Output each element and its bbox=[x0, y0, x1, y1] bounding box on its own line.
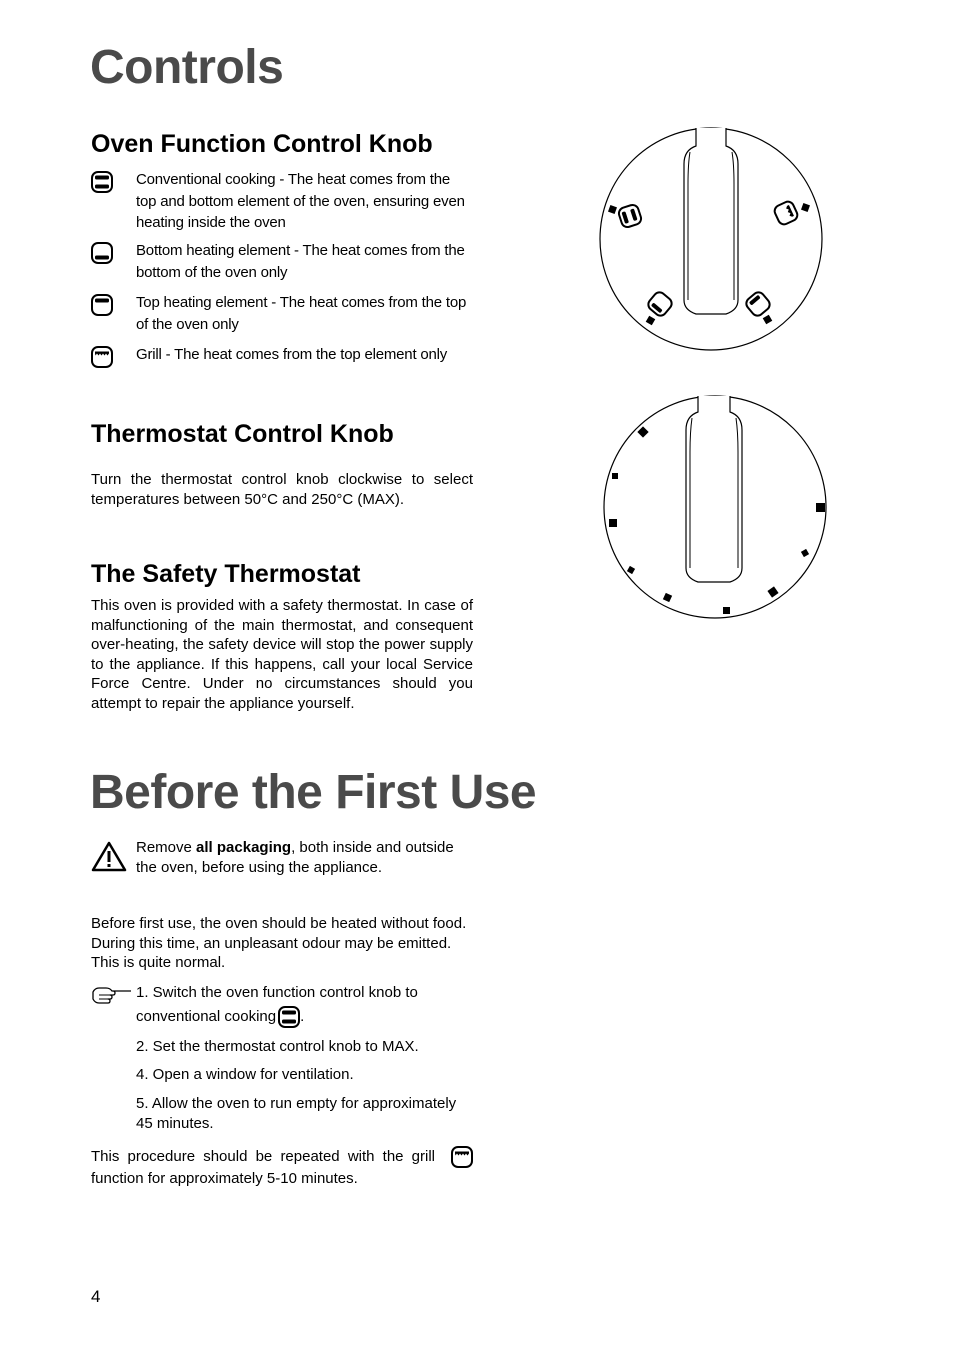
step-1 bbox=[136, 981, 474, 1029]
grill-icon bbox=[451, 1146, 473, 1168]
function-item-text: Grill - The heat comes from the top element only bbox=[136, 346, 448, 363]
function-item-text: Conventional cooking - The heat comes from the top and bottom element of the oven, ensuring even heating inside the oven bbox=[136, 171, 465, 231]
thermostat-knob-diagram bbox=[600, 392, 832, 624]
grill-icon bbox=[91, 346, 113, 368]
warning-text bbox=[136, 838, 474, 877]
step-5: 5. Allow the oven to run empty for approximately 45 minutes. bbox=[136, 1095, 457, 1132]
temperature-marker bbox=[816, 503, 825, 512]
controls-title: Controls bbox=[90, 41, 284, 94]
oven-function-knob-diagram bbox=[596, 124, 826, 354]
conventional-cooking-icon bbox=[91, 171, 113, 193]
safety-text: This oven is provided with a safety thermostat. In case of malfunctioning of the main thermostat, and consequent over-heating, the safety device will stop the power supply to the appliance. If this happens, call your local Service Force Centre. Under no circumstances should you attempt to repair the appliance yourself. bbox=[91, 597, 473, 712]
step-1-end: . bbox=[300, 1008, 305, 1025]
first-use-intro: Before first use, the oven should be heated without food. During this time, an unpleasant odour may be emitted. This is quite normal. bbox=[91, 915, 467, 971]
function-item-top bbox=[91, 292, 473, 336]
warning-prefix: Remove bbox=[136, 839, 197, 856]
temperature-marker bbox=[723, 607, 730, 614]
bottom-element-icon bbox=[91, 242, 113, 264]
temperature-marker bbox=[609, 519, 617, 527]
step-1-text: 1. Switch the oven function control knob to conventional cooking bbox=[136, 984, 418, 1025]
function-item-bottom bbox=[91, 240, 473, 284]
step-4: 4. Open a window for ventilation. bbox=[136, 1066, 354, 1083]
conventional-cooking-icon bbox=[278, 1006, 300, 1028]
function-item-text: Top heating element - The heat comes from the top of the oven only bbox=[136, 294, 467, 333]
repeat-note bbox=[91, 1145, 473, 1189]
temperature-marker bbox=[612, 473, 618, 479]
function-item-text: Bottom heating element - The heat comes from the bottom of the oven only bbox=[136, 242, 465, 281]
first-use-title: Before the First Use bbox=[90, 766, 537, 819]
pointing-hand-icon bbox=[90, 984, 134, 1006]
safety-heading: The Safety Thermostat bbox=[91, 560, 361, 588]
repeat-text-a: This procedure should be repeated with the grill bbox=[91, 1148, 436, 1166]
warning-suffix: , both inside and outside the oven, before using the appliance. bbox=[136, 839, 454, 876]
function-item-conventional bbox=[91, 169, 473, 235]
repeat-text-b: function for approximately 5-10 minutes. bbox=[91, 1170, 358, 1187]
oven-function-heading: Oven Function Control Knob bbox=[91, 130, 433, 158]
step-2: 2. Set the thermostat control knob to MAX. bbox=[136, 1038, 419, 1055]
warning-bold: all packaging bbox=[196, 839, 292, 856]
thermostat-heading: Thermostat Control Knob bbox=[91, 420, 394, 448]
function-item-grill bbox=[91, 344, 473, 368]
page-number: 4 bbox=[91, 1287, 101, 1306]
thermostat-text: Turn the thermostat control knob clockwise to select temperatures between 50°C and 250°C (MAX). bbox=[91, 471, 473, 508]
warning-icon bbox=[90, 840, 128, 873]
top-element-icon bbox=[91, 294, 113, 316]
